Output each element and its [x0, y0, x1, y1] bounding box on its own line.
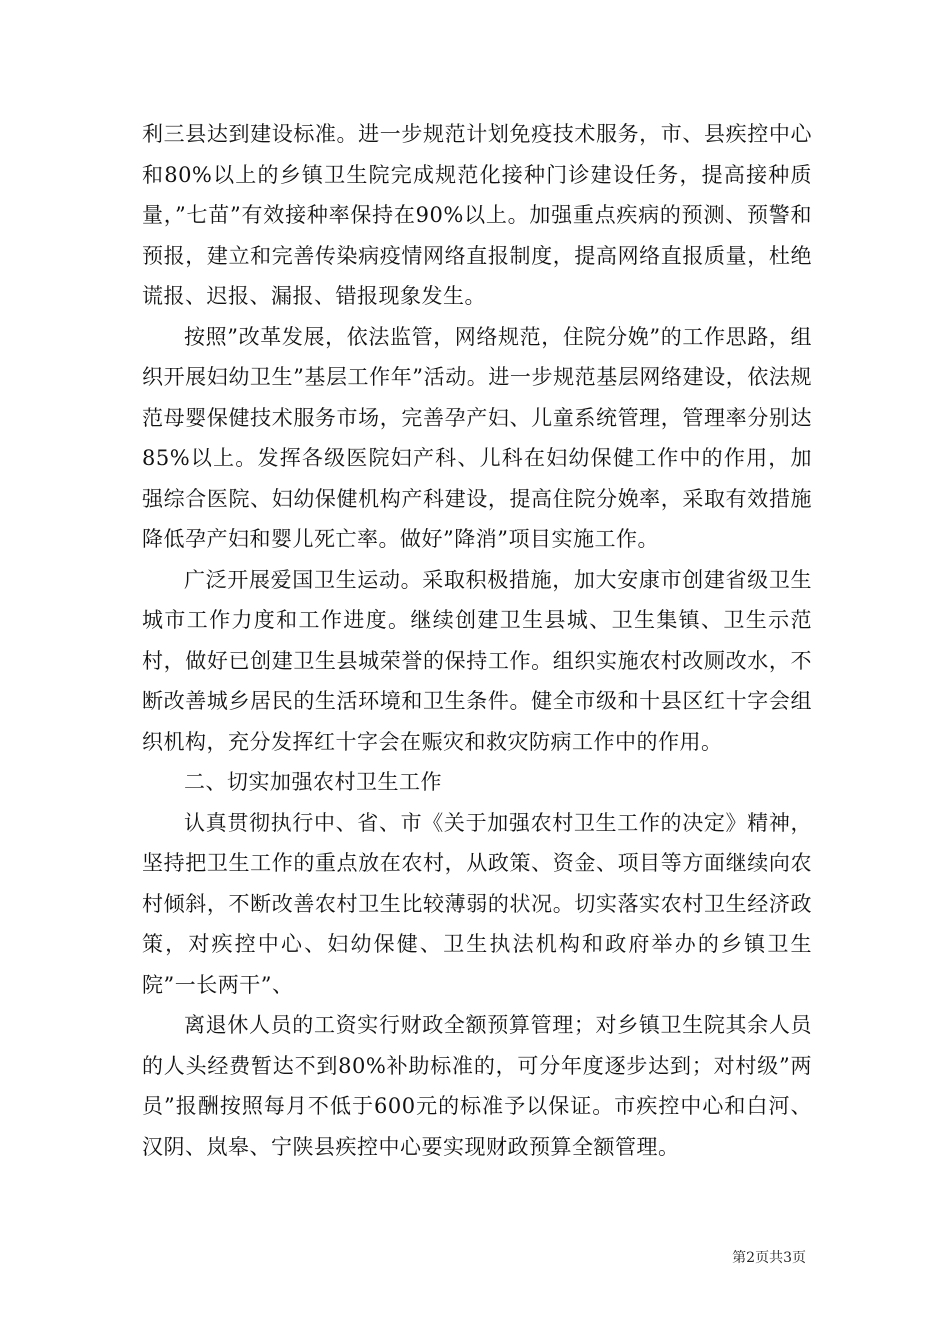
paragraph-4: 认真贯彻执行中、省、市《关于加强农村卫生工作的决定》精神，坚持把卫生工作的重点放在农村，从政策、资金、项目等方面继续向农村倾斜，不断改善农村卫生比较薄弱的状况。切实落实农村卫生经济政策，对疾控中心、妇幼保健、卫生执法机构和政府举办的乡镇卫生院”一长两干”、	[142, 810, 812, 997]
paragraph-2: 按照”改革发展，依法监管，网络规范，住院分娩”的工作思路，组织开展妇幼卫生”基层工作年”活动。进一步规范基层网络建设，依法规范母婴保健技术服务市场，完善孕产妇、儿童系统管理，管理率分别达85%以上。发挥各级医院妇产科、儿科在妇幼保健工作中的作用，加强综合医院、妇幼保健机构产科建设，提高住院分娩率，采取有效措施降低孕产妇和婴儿死亡率。做好”降消”项目实施工作。	[142, 324, 812, 551]
paragraph-1: 利三县达到建设标准。进一步规范计划免疫技术服务，市、县疾控中心和80%以上的乡镇卫生院完成规范化接种门诊建设任务，提高接种质量，”七苗”有效接种率保持在90%以上。加强重点疾病的预测、预警和预报，建立和完善传染病疫情网络直报制度，提高网络直报质量，杜绝谎报、迟报、漏报、错报现象发生。	[142, 122, 812, 308]
document-body	[142, 114, 812, 1167]
paragraph-5: 离退休人员的工资实行财政全额预算管理；对乡镇卫生院其余人员的人头经费暂达不到80%补助标准的，可分年度逐步达到；对村级”两员”报酬按照每月不低于600元的标准予以保证。市疾控中心和白河、汉阴、岚皋、宁陕县疾控中心要实现财政预算全额管理。	[142, 1013, 812, 1159]
paragraph-3: 广泛开展爱国卫生运动。采取积极措施，加大安康市创建省级卫生城市工作力度和工作进度。继续创建卫生县城、卫生集镇、卫生示范村，做好已创建卫生县城荣誉的保持工作。组织实施农村改厕改水，不断改善城乡居民的生活环境和卫生条件。健全市级和十县区红十字会组织机构，充分发挥红十字会在赈灾和救灾防病工作中的作用。	[142, 567, 812, 754]
page-number-footer: 第2页共3页	[732, 1250, 806, 1266]
section-heading: 二、切实加强农村卫生工作	[184, 770, 442, 794]
